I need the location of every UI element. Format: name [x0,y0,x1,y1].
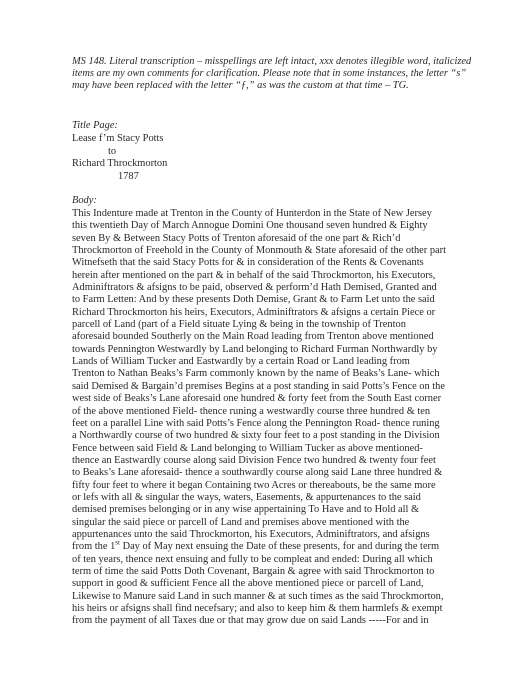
ordinal-suffix: st [115,541,120,547]
body-line: Richard Throckmorton his heirs, Executors, Adminiftrators & afsigns a certain Piece or [72,306,436,318]
body-line: said Demised & Bargain’d premises Begins at a post standing in said Potts’s Fence on the [72,380,445,392]
body-line: west side of Beaks’s Lane aforesaid one hundred & forty feet from the South East corner [72,393,442,405]
title-line: to [108,145,117,157]
body-line: from the payment of all Taxes due or that may grow due on said Lands -----For and in [72,615,429,627]
body-line: to Farm Letten: And by these presents Doth Demise, Grant & to Farm Let unto the said [72,294,435,306]
body-line: feet on a parallel Line with said Potts’s Fence along the Pennington Road- thence runing [72,417,440,429]
body-text [72,208,477,628]
body-line: aforesaid bounded Southerly on the Main Road leading from Trenton above mentioned [72,331,434,343]
body-line: his heirs or afsigns shall find necefsary; and also to keep him & them harmlefs & exempt [72,603,443,614]
body-line-date [72,541,477,553]
title-page-block [72,133,167,183]
body-line: fifty four feet to where it began Containing two Acres or thereabouts, be the same more [72,479,436,491]
body-line: parcell of Land (part of a Field situate Lying & being in the township of Trenton [72,319,406,331]
body-line: of ten years, thence next ensuing and fully to be compleat and ended: During all which [72,553,433,565]
body-line: to Beaks’s Lane aforesaid- thence a southwardly course along said Lane three hundred & [72,467,443,479]
title-year: 1787 [118,170,139,182]
body-line: term of time the said Potts Doth Covenant, Bargain & agree with said Throckmorton to [72,565,435,577]
body-line: seven By & Between Stacy Potts of Trenton aforesaid of the one part & Rich’d [72,232,401,244]
body-label: Body: [72,195,97,206]
transcription-note: MS 148. Literal transcription – misspellings are left intact, xxx denotes illegible word, italicized items are my own comments for clarification. Please note that in some instances, the letter “s” may have been replaced with the letter “ƒ,” as was the custom at that time – TG. [72,56,472,92]
body-line-part: Day of May next ensuing the Date of these presents, for and during the term [119,541,440,553]
body-line-part: from the 1 [72,541,116,553]
body-line: Fence between said Field & Land belonging to William Tucker as above mentioned- [72,442,423,454]
body-line: herein after mentioned on the part & in behalf of the said Throckmorton, his Executors, [72,269,436,281]
body-line: Likewise to Manure said Land in such manner & at such times as the said Throckmorton, [72,590,444,602]
body-line: Adminiftrators & afsigns to be paid, observed & perform’d Hath Demised, Granted and [72,282,437,294]
body-line: towards Pennington Westwardly by Land belonging to Richard Furman Northwardly by [72,343,438,355]
body-line: appurtenances unto the said Throckmorton, his Executors, Adminiftrators, and afsigns [72,528,430,540]
title-line: Richard Throckmorton [72,158,168,170]
body-line: Trenton to Nathan Beaks’s Farm commonly known by the name of Beaks’s Lane- which [72,368,440,380]
body-line: support in good & sufficient Fence all the above mentioned piece or parcell of Land, [72,578,424,590]
title-line: Lease f’m Stacy Potts [72,133,164,144]
body-line: this twentieth Day of March Annogue Domini One thousand seven hundred & Eighty [72,220,428,232]
body-line: or lefs with all & singular the ways, waters, Easements, & appurtenances to the said [72,491,421,503]
body-line: Throckmorton of Freehold in the County of Monmouth & State aforesaid of the other part [72,245,446,257]
body-line: singular the said piece or parcell of Land and premises above mentioned with the [72,516,410,528]
body-line: This Indenture made at Trenton in the County of Hunterdon in the State of New Jersey [72,208,432,219]
body-line: Witnefseth that the said Stacy Potts for & in consideration of the Rents & Covenants [72,257,424,269]
body-line: of the above mentioned Field- thence runing a westwardly course three hundred & ten [72,405,431,417]
body-line: Lands of William Tucker and Eastwardly by a certain Road or Land leading from [72,356,410,368]
body-line: a Northwardly course of two hundred & sixty four feet to a post standing in the Division [72,430,440,442]
body-line: thence an Eastwardly course along said Division Fence two hundred & twenty four feet [72,454,436,466]
title-page-label: Title Page: [72,120,118,131]
body-line: demised premises belonging or in any wise appertaining To Have and to Hold all & [72,504,420,516]
